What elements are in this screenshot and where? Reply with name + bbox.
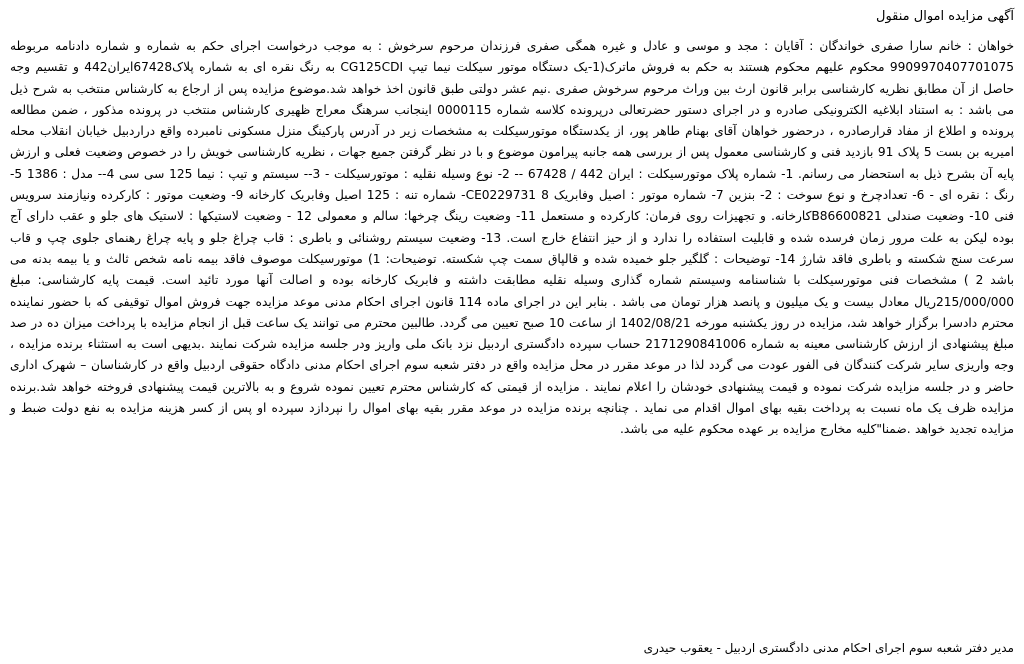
notice-title: آگهی مزایده اموال منقول [876, 9, 1014, 24]
notice-signature: مدیر دفتر شعبه سوم اجرای احکام مدنی دادگستری اردبیل - یعقوب حیدری [643, 641, 1014, 655]
notice-body: خواهان : خانم سارا صفری خواندگان : آقایان : مجد و موسی و عادل و غیره همگی صفری فرزندان مرحوم سرخوش : به موجب درخواست اجرای حکم به شماره و شماره دادنامه مربوطه 9909970407701075 محکوم علیهم محکوم هستند به حکم به فروش ماترک(1-یک دستگاه موتور سیکلت نیما تیپ CG125CDI به رنگ نقره ای به شماره پلاک67428ایران442 و تقسیم وجه حاصل از آن مطابق نظریه کارشناسی برابر قانون ارث بین وراث مرحوم سرخوش صفری .نیم عشر دولتی طبق قانون اخذ خواهد شد.موضوع مزایده پس از ارجاع به کارشناس منتخب به شرح ذیل می باشد : به استناد ابلاغیه الکترونیکی صادره و در اجرای دستور حضرتعالی درپرونده کلاسه شماره 0000115 اینجانب سرهنگ معراج ظهیری کارشناس منتخب در پرونده مذکور ، ضمن مطالعه پرونده و اطلاع از مفاد قرارصادره ، درحضور خواهان آقای بهنام طاهر پور، از یکدستگاه موتورسیکلت به مشخصات زیر در آدرس پارکینگ منزل مسکونی نامبرده واقع دراردبیل خیابان انقلاب محله امیریه بن بست 5 پلاک 91 بازدید فنی و کارشناسی معمول پس از بررسی همه جانبه پیرامون موضوع و با در نظر گرفتن جمیع جهات ، نظریه کارشناسی خویش را در خصوص وضعیت فعلی و ارزش پایه آن بشرح ذیل به استحضار می رسانم. 1- شماره پلاک موتورسیکلت : ایران 442 / 67428 -- 2- نوع وسیله نقلیه : موتورسیکلت - 3-- سیستم و تیپ : نیما 125 سی سی 4-- مدل : 1386 5- رنگ : نقره ای - 6- تعدادچرخ و نوع سوخت : 2- بنزین 7- شماره موتور : اصیل وفابریک CE0229731 8- شماره تنه : 125 اصیل وفابریک کارخانه 9- وضعیت موتور : کارکرده ونیازمند سرویس فنی 10- وضعیت صندلی B86600821کارخانه. و تجهیزات روی فرمان: کارکرده و مستعمل 11- وضعیت رینگ چرخها: سالم و معمولی 12 - وضعیت لاستیکها : لاستیک های جلو و عقب دارای آج بوده لیکن به علت مرور زمان فرسده شده و قابلیت استفاده را ندارد و از حیز انتفاع خارج است. 13- وضعیت سیستم روشنائی و باطری : قاب چراغ جلو و پایه چراغ رهنمای جلوی چپ و قاب سرعت سنج شکسته و باطری فاقد شارژ 14- توضیحات : گلگیر جلو خمیده شده و قالپاق سمت چپ شکسته. توضیحات: 1) موتورسیکلت موصوف فاقد بیمه نامه شخص ثالث و یا بیمه بدنه می باشد 2 ) مشخصات فنی موتورسیکلت با شناسنامه وسیستم شماره گذاری وسیله نقلیه مطابقت داشته و فابریک کارخانه بوده و اصالت آنها مورد تائید است. قیمت پایه کارشناسی: مبلغ 215/000/000ریال معادل بیست و یک میلیون و پانصد هزار تومان می باشد . بنابر این در اجرای ماده 114 قانون اجرای احکام مدنی موعد مزایده جهت فروش اموال توقیفی که با حضور نماینده محترم دادسرا برگزار خواهد شد، مزایده در روز یکشنبه مورخه 1402/08/21 از ساعت 10 صبح تعیین می گردد. طالبین محترم می توانند یک ساعت قبل از انجام مزایده با پرداخت میزان ده در صد مبلغ پیشنهادی از ارزش کارشناسی معینه به شماره 2171290841006 حساب سپرده دادگستری اردبیل نزد بانک ملی واریز ودر جلسه مزایده شرکت نمایند .بدیهی است به استثناء برنده مزایده ، وجه واریزی سایر شرکت کنندگان فی الفور عودت می گردد لذا در موعد مقرر در محل مزایده واقع در دفتر شعبه سوم اجرای احکام مدنی دادگاه حقوقی اردبیل واقع در کارشناسان – شهرک اداری حاضر و در جلسه مزایده شرکت نموده و قیمت پیشنهادی خودشان را اعلام نمایند . مزایده از قیمتی که کارشناس محترم تعیین نموده شروع و به بالاترین قیمت پیشنهادی فروخته خواهد شد.برنده مزایده ظرف یک ماه نسبت به پرداخت بقیه بهای اموال اقدام می نماید . چنانچه برنده مزایده در موعد مقرر بقیه بهای اموال را نپردازد سپرده او پس از کسر هزینه مزایده به نفع دولت ضبط و مزایده تجدید خواهد .ضمنا"کلیه مخارج مزایده بر عهده محکوم علیه می باشد. [10, 39, 1015, 437]
